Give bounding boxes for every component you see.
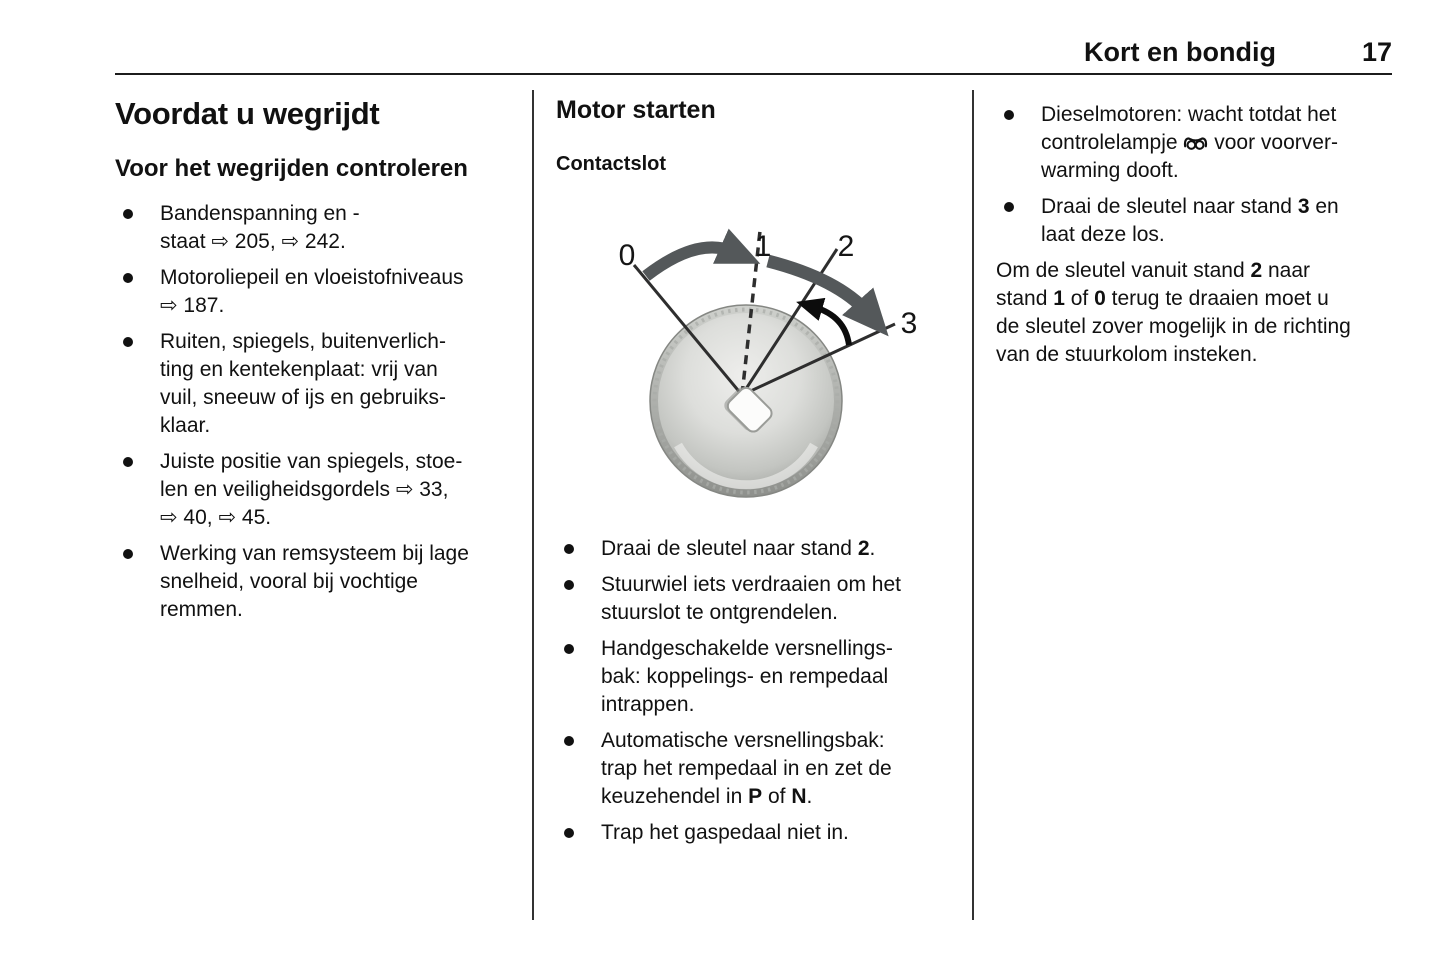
position-label-0: 0 [618, 239, 636, 272]
bullet-dot [564, 736, 574, 746]
bullet-dot [564, 580, 574, 590]
bullet-dot [564, 644, 574, 654]
bullet-dot [123, 457, 133, 467]
page-number: 17 [1361, 37, 1392, 67]
list-item-text: Draai de sleutel naar stand 3 en laat deze los. [1041, 195, 1339, 246]
glow-plug-icon [1183, 135, 1208, 151]
position-label-1: 1 [754, 230, 772, 263]
diesel-steps-list [996, 101, 1396, 249]
section-title: Kort en bondig [1083, 37, 1276, 67]
column1-subtitle: Voor het wegrijden controleren [115, 155, 468, 182]
bullet-dot [564, 544, 574, 554]
bullet-dot [123, 209, 133, 219]
list-item-text: Dieselmotoren: wacht totdat het controlelampje voor voorver- warming dooft. [1041, 103, 1338, 182]
column-divider-left [532, 90, 534, 920]
bullet-dot [123, 549, 133, 559]
list-item [556, 571, 956, 627]
list-item-text: Ruiten, spiegels, buitenverlich- ting en kentekenplaat: vrij van vuil, sneeuw of ijs en gebruiks- klaar. [160, 330, 446, 437]
bullet-dot [1004, 110, 1014, 120]
key-return-paragraph: Om de sleutel vanuit stand 2 naar stand 1 of 0 terug te draaien moet u de sleutel zover mogelijk in de richting van de stuurkolom insteken. [996, 259, 1351, 366]
bullet-dot [564, 828, 574, 838]
running-header [115, 36, 1392, 68]
list-item-text: Werking van remsysteem bij lage snelheid, vooral bij vochtige remmen. [160, 542, 469, 621]
list-item-text: Juiste positie van spiegels, stoe- len en veiligheidsgordels ⇨ 33, ⇨ 40, ⇨ 45. [160, 450, 463, 529]
list-item [115, 264, 515, 320]
position-label-3: 3 [900, 307, 918, 340]
start-steps-list [556, 535, 956, 847]
column-engine-start [556, 95, 956, 855]
list-item [556, 535, 956, 563]
position-label-2: 2 [837, 230, 855, 263]
list-item [996, 193, 1396, 249]
list-item [556, 819, 956, 847]
list-item [996, 101, 1396, 185]
list-item [556, 635, 956, 719]
bullet-dot [1004, 202, 1014, 212]
column1-title: Voordat u wegrijdt [115, 96, 380, 131]
checklist [115, 200, 515, 624]
list-item-text: Stuurwiel iets verdraaien om het stuurslot te ontgrendelen. [601, 573, 901, 624]
ignition-switch-illustration [600, 219, 950, 511]
header-rule [115, 73, 1392, 75]
arrow-0-to-1 [646, 247, 734, 276]
list-item-text: Handgeschakelde versnellings- bak: koppelings- en rempedaal intrappen. [601, 637, 893, 716]
list-item-text: Bandenspanning en - staat ⇨ 205, ⇨ 242. [160, 202, 360, 253]
list-item [115, 540, 515, 624]
list-item [556, 727, 956, 811]
list-item [115, 448, 515, 532]
list-item-text: Trap het gaspedaal niet in. [601, 821, 849, 844]
list-item-text: Automatische versnellingsbak: trap het rempedaal in en zet de keuzehendel in P of N. [601, 729, 892, 808]
column-divider-right [972, 90, 974, 920]
list-item-text: Motoroliepeil en vloeistofniveaus ⇨ 187. [160, 266, 464, 317]
column2-subtitle: Contactslot [556, 153, 666, 175]
list-item-text: Draai de sleutel naar stand 2. [601, 537, 876, 560]
column2-title: Motor starten [556, 96, 716, 124]
list-item [115, 328, 515, 440]
column-before-driving [115, 95, 515, 632]
list-item [115, 200, 515, 256]
column-diesel-notes [996, 95, 1396, 369]
ignition-switch-figure [600, 219, 950, 511]
bullet-dot [123, 337, 133, 347]
bullet-dot [123, 273, 133, 283]
